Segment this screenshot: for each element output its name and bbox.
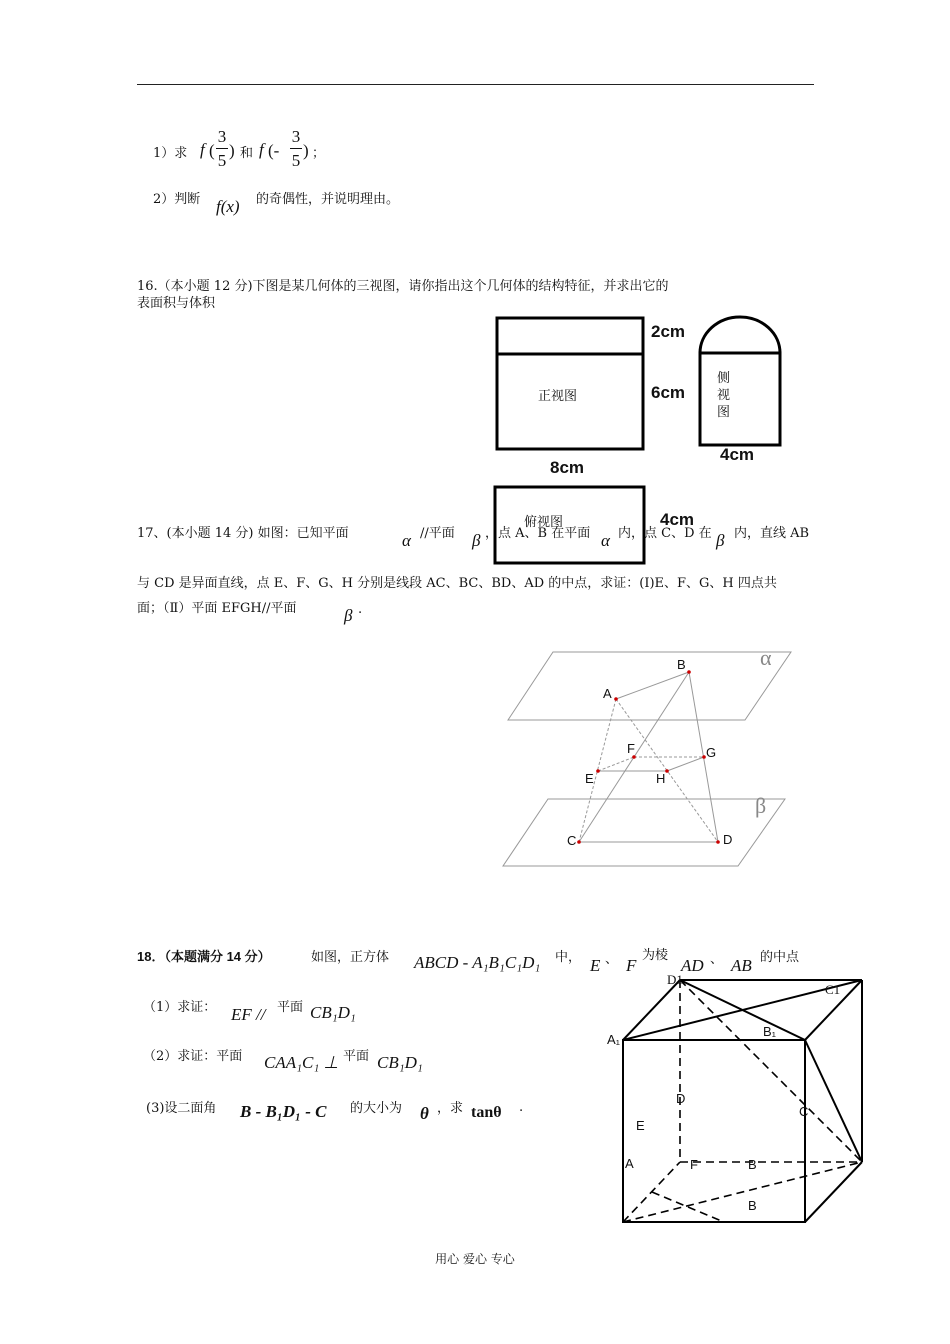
q18-sep2: 、 (710, 952, 724, 967)
q18-p3-expr: B - B₁D₁ - C (240, 1102, 327, 1121)
q18-p3-mid: 的大小为 (350, 1101, 403, 1116)
q18-p3-ask: ，求 (437, 1101, 464, 1116)
cube-C1-label: C1 (825, 982, 841, 997)
q17-beta-3: β (344, 606, 353, 625)
cube-B-low-label: B (748, 1198, 757, 1213)
cube-D1-label: D1 (667, 972, 683, 987)
q18-weileng: 为棱 (642, 948, 669, 963)
q15-fx: f(x) (216, 197, 240, 216)
q15-end: ； (312, 146, 326, 161)
dim-2cm: 2cm (651, 322, 686, 341)
q15-lparen: ( (209, 141, 215, 160)
q15-num: 3 (217, 127, 227, 146)
q18-AB: AB (731, 956, 752, 975)
fig17-alpha-label: α (760, 645, 772, 670)
dim-4cm-top: 4cm (660, 510, 695, 529)
edge-AD-hidden (623, 1162, 680, 1222)
q15-f: f (200, 140, 205, 159)
cube-B-mid-label: B (748, 1157, 757, 1172)
q18-p2-expr: CAA₁C₁ ⊥ (264, 1053, 339, 1072)
q18-AD: AD (681, 956, 704, 975)
q18-F: F (626, 956, 637, 975)
fig17-C: C (567, 833, 577, 848)
q18-p2-plane: 平面 (343, 1049, 370, 1064)
side-view-label-2: 视 (717, 388, 731, 403)
fig17-A: A (603, 686, 612, 701)
q18-p2-prefix: （2）求证：平面 (143, 1049, 243, 1064)
side-view-label-3: 图 (717, 405, 731, 420)
cube-C-label: C (799, 1104, 809, 1119)
diag-AC-hidden (623, 1162, 862, 1222)
q15-part1-prefix: 1）求 (153, 146, 188, 161)
q15-part2-suffix: 的奇偶性，并说明理由。 (256, 192, 400, 207)
cube-A1-label: A₁ (607, 1032, 621, 1047)
q17-line1-e: 内，直线 AB (734, 526, 810, 541)
q17-line3-a: 面；（Ⅱ）平面 EFGH//平面 (137, 601, 297, 616)
fig17-H: H (656, 771, 666, 786)
q18-sep1: 、 (605, 952, 619, 967)
q17-line3-b: . (358, 602, 363, 617)
q18-cube: ABCD - A₁B₁C₁D₁ (414, 953, 541, 972)
fig17-G: G (706, 745, 717, 760)
q15-den2: 5 (291, 151, 301, 170)
q17-line1-b: //平面 (420, 526, 455, 541)
q17-line2: 与 CD 是异面直线，点 E、F、G、H 分别是线段 AC、BC、BD、AD 的中点，求证：(Ⅰ)E、F、G、H 四点共 (137, 576, 777, 591)
q15-lparen-neg: (- (268, 141, 280, 160)
q15-part2-prefix: 2）判断 (153, 192, 201, 207)
cube-A-label: A (625, 1156, 634, 1171)
q18-intro: 如图，正方体 (311, 950, 390, 965)
dim-6cm: 6cm (651, 383, 686, 402)
q16-line2: 表面积与体积 (137, 296, 216, 311)
side-view-label-1: 侧 (717, 371, 731, 386)
dim-8cm: 8cm (550, 458, 585, 477)
q18-tan: tanθ (471, 1104, 502, 1121)
q18-p2-target: CB₁D₁ (377, 1053, 423, 1072)
q18-theta: θ (420, 1104, 429, 1123)
q18-p1-target: CB₁D₁ (310, 1003, 356, 1022)
q17-beta-2: β (716, 531, 725, 550)
q17-beta-1: β (472, 531, 481, 550)
q18-midpoint: 的中点 (760, 950, 800, 965)
edge-BC (805, 1162, 862, 1222)
diag-B1C (805, 1040, 862, 1162)
fig17-D: D (723, 832, 733, 847)
q17-line1-c: ，点 A、B 在平面 (485, 526, 591, 541)
cube-front-face (623, 1040, 805, 1222)
q18-p1-plane: 平面 (277, 1000, 304, 1015)
q17-alpha-2: α (601, 531, 610, 550)
q15-num2: 3 (291, 127, 301, 146)
dim-4cm-side: 4cm (720, 445, 755, 464)
q15-den: 5 (217, 151, 227, 170)
q18-p3-prefix: (3)设二面角 (146, 1101, 217, 1116)
q18-p3-end: . (519, 1100, 524, 1115)
fig17-B: B (677, 657, 686, 672)
q15-rparen: ) (229, 141, 235, 160)
edge-A1D1 (623, 980, 680, 1040)
q15-rparen2: ) (303, 141, 309, 160)
q17-line1-a: 17、(本小题 14 分) 如图：已知平面 (137, 526, 349, 541)
page-footer: 用心 爱心 专心 (435, 1252, 515, 1266)
fig17-beta-label: β (755, 793, 767, 818)
front-view-label: 正视图 (538, 389, 578, 404)
seg-EF-hidden (652, 1192, 724, 1222)
q18-E: E (590, 956, 601, 975)
q15-and: 和 (240, 146, 254, 161)
cube-F-label: F (690, 1157, 698, 1172)
q15-f2: f (259, 140, 264, 159)
q18-p1-expr: EF // (231, 1005, 266, 1024)
q18-zhong: 中， (555, 950, 582, 965)
top-view-label: 俯视图 (524, 515, 564, 530)
q17-line1-d: 内，点 C、D 在 (618, 526, 712, 541)
q16-line1: 16.（本小题 12 分)下图是某几何体的三视图，请你指出这个几何体的结构特征，并求出它的 (137, 279, 669, 294)
fig17-F: F (627, 741, 635, 756)
cube-B1-label: B₁ (763, 1024, 777, 1039)
fig17-E: E (585, 771, 594, 786)
q18-p1-prefix: （1）求证： (143, 1000, 217, 1015)
q17-alpha-1: α (402, 531, 411, 550)
q18-title: 18．（本题满分 14 分） (137, 949, 271, 964)
cube-E-label: E (636, 1118, 645, 1133)
cube-D-label: D (676, 1091, 686, 1106)
